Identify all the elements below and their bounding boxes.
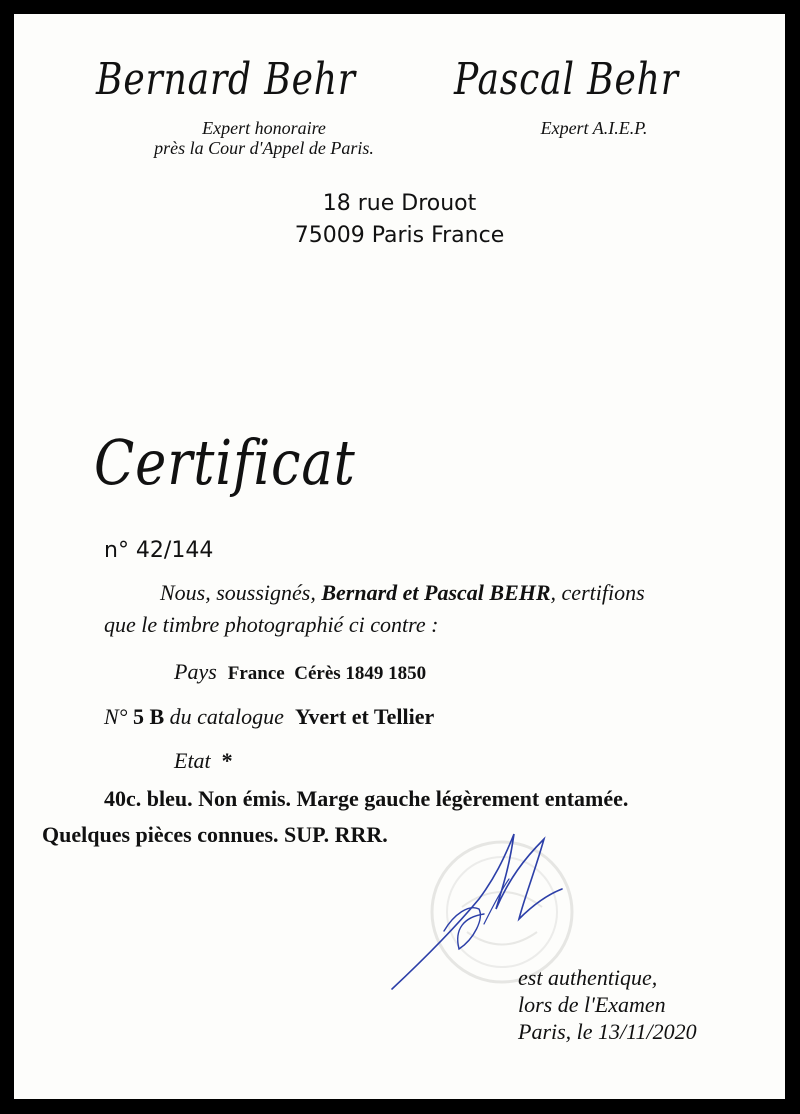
address-line1: 18 rue Drouot <box>322 191 477 216</box>
catalogue-row <box>104 704 434 730</box>
catalogue-label: du catalogue <box>169 704 284 729</box>
intro-suffix: , certifions <box>550 580 645 605</box>
pays-row <box>174 659 426 685</box>
pays-label: Pays <box>174 659 217 684</box>
certificate-sheet <box>14 14 785 1099</box>
expert1-title-line2: près la Cour d'Appel de Paris. <box>154 138 374 158</box>
description-line2: Quelques pièces connues. SUP. RRR. <box>42 822 388 847</box>
expert1-title <box>134 118 394 158</box>
pays-value: France Cérès 1849 1850 <box>227 663 427 684</box>
closing-line2: lors de l'Examen <box>518 992 666 1017</box>
numero-label: N° <box>104 704 128 729</box>
expert-name-pascal: Pascal Behr <box>454 54 679 105</box>
closing-date: Paris, le 13/11/2020 <box>518 1019 697 1044</box>
etat-value: * <box>221 748 233 773</box>
closing-line1: est authentique, <box>518 965 658 990</box>
catalogue-value: Yvert et Tellier <box>294 704 435 729</box>
intro-names: Bernard et Pascal BEHR <box>321 580 551 605</box>
address-line2: 75009 Paris France <box>294 223 505 248</box>
closing-block <box>518 964 697 1045</box>
intro-line1 <box>160 580 645 606</box>
certificate-number: n° 42/144 <box>104 538 214 563</box>
numero-value: 5 B <box>132 704 165 729</box>
expert1-title-line1: Expert honoraire <box>202 118 326 138</box>
intro-line2: que le timbre photographié ci contre : <box>104 612 439 637</box>
expert-name-bernard: Bernard Behr <box>96 54 356 105</box>
address-block <box>14 188 785 252</box>
etat-row <box>174 748 233 774</box>
description-line1: 40c. bleu. Non émis. Marge gauche légèrement entamée. <box>104 786 629 811</box>
expert2-title: Expert A.I.E.P. <box>540 118 648 138</box>
intro-prefix: Nous, soussignés, <box>160 580 316 605</box>
certificate-heading: Certificat <box>94 426 356 499</box>
etat-label: Etat <box>174 748 211 773</box>
